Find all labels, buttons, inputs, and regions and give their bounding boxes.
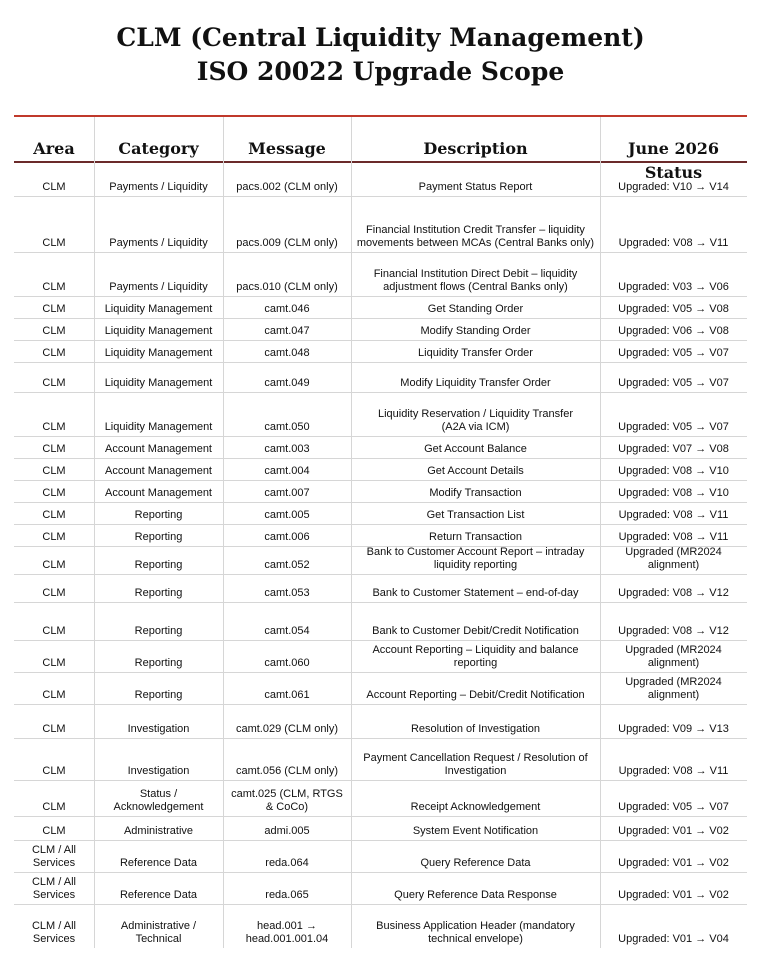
cell-message: camt.025 (CLM, RTGS & CoCo) bbox=[231, 788, 343, 813]
cell-area: CLM / All Services bbox=[31, 920, 76, 945]
cell-description: Bank to Customer Account Report – intraday liquidity reporting bbox=[366, 546, 585, 571]
cell-description: Resolution of Investigation bbox=[410, 723, 541, 735]
cell-category: Account Management bbox=[104, 465, 212, 477]
cell-category: Administrative / Technical bbox=[120, 920, 197, 945]
cell-description: Bank to Customer Debit/Credit Notification bbox=[372, 625, 579, 637]
cell-message: admi.005 bbox=[264, 825, 310, 837]
cell-message: camt.060 bbox=[264, 657, 310, 669]
cell-description: System Event Notification bbox=[412, 825, 539, 837]
cell-area: CLM bbox=[42, 303, 66, 315]
table-row bbox=[14, 602, 747, 640]
cell-status: Upgraded: V01 → V02 bbox=[618, 825, 729, 837]
cell-area: CLM bbox=[42, 723, 66, 735]
cell-area: CLM bbox=[42, 181, 66, 193]
cell-message: camt.047 bbox=[264, 325, 310, 337]
cell-category: Payments / Liquidity bbox=[109, 181, 208, 193]
table-row bbox=[14, 340, 747, 362]
cell-category: Reference Data bbox=[119, 857, 198, 869]
cell-message: pacs.010 (CLM only) bbox=[236, 281, 338, 293]
table-row bbox=[14, 165, 747, 196]
table-row bbox=[14, 904, 747, 948]
cell-category: Liquidity Management bbox=[104, 303, 213, 315]
cell-message: camt.029 (CLM only) bbox=[235, 723, 339, 735]
cell-category: Status / Acknowledgement bbox=[113, 788, 204, 813]
cell-description: Liquidity Transfer Order bbox=[418, 347, 533, 359]
cell-message: pacs.002 (CLM only) bbox=[236, 181, 338, 193]
cell-description: Financial Institution Credit Transfer – liquidity movements between MCAs (Central Banks only) bbox=[356, 224, 595, 249]
cell-message: camt.004 bbox=[264, 465, 310, 477]
table-row bbox=[14, 816, 747, 840]
table-row bbox=[14, 780, 747, 816]
cell-status: Upgraded: V01 → V02 bbox=[618, 889, 729, 901]
cell-area: CLM bbox=[42, 587, 66, 599]
cell-message: camt.052 bbox=[264, 559, 310, 571]
header-rule bbox=[14, 161, 747, 163]
table-row bbox=[14, 458, 747, 480]
table-row bbox=[14, 524, 747, 546]
cell-area: CLM bbox=[42, 443, 66, 455]
cell-message: camt.003 bbox=[264, 443, 310, 455]
cell-description: Get Standing Order bbox=[427, 303, 524, 315]
cell-area: CLM bbox=[42, 801, 66, 813]
table-row bbox=[14, 574, 747, 602]
cell-status: Upgraded: V06 → V08 bbox=[618, 325, 729, 337]
cell-status: Upgraded: V05 → V07 bbox=[618, 801, 729, 813]
cell-description: Return Transaction bbox=[429, 531, 522, 543]
cell-category: Payments / Liquidity bbox=[109, 237, 208, 249]
table-row bbox=[14, 672, 747, 704]
table-row bbox=[14, 252, 747, 296]
cell-area: CLM bbox=[42, 325, 66, 337]
table-row bbox=[14, 640, 747, 672]
cell-status: Upgraded: V08 → V11 bbox=[618, 531, 729, 543]
cell-area: CLM bbox=[42, 625, 66, 637]
cell-area: CLM bbox=[42, 531, 66, 543]
cell-description: Account Reporting – Liquidity and balance reporting bbox=[372, 644, 579, 669]
cell-description: Receipt Acknowledgement bbox=[410, 801, 541, 813]
cell-description: Business Application Header (mandatory technical envelope) bbox=[376, 920, 575, 945]
cell-category: Account Management bbox=[104, 487, 212, 499]
cell-status: Upgraded: V05 → V08 bbox=[618, 303, 729, 315]
cell-message: camt.053 bbox=[264, 587, 310, 599]
cell-description: Modify Liquidity Transfer Order bbox=[400, 377, 551, 389]
cell-description: Account Reporting – Debit/Credit Notification bbox=[366, 689, 585, 701]
cell-message: head.001 → head.001.001.04 bbox=[245, 920, 329, 945]
column-header-description: Description bbox=[423, 139, 528, 158]
title-line-1: CLM (Central Liquidity Management) bbox=[116, 23, 645, 52]
table-row bbox=[14, 704, 747, 738]
cell-category: Account Management bbox=[104, 443, 212, 455]
cell-description: Modify Transaction bbox=[429, 487, 522, 499]
table-top-rule bbox=[14, 115, 747, 117]
column-header-message: Message bbox=[248, 139, 326, 158]
cell-description: Financial Institution Direct Debit – liquidity adjustment flows (Central Banks only) bbox=[373, 268, 578, 293]
column-header-area: Area bbox=[33, 139, 75, 158]
cell-category: Reporting bbox=[134, 625, 183, 637]
cell-category: Investigation bbox=[127, 765, 190, 777]
cell-area: CLM bbox=[42, 559, 66, 571]
cell-description: Get Account Balance bbox=[424, 443, 527, 455]
cell-description: Modify Standing Order bbox=[420, 325, 531, 337]
cell-status: Upgraded: V08 → V11 bbox=[618, 237, 729, 249]
cell-area: CLM bbox=[42, 487, 66, 499]
cell-area: CLM / All Services bbox=[31, 844, 76, 869]
cell-category: Reference Data bbox=[119, 889, 198, 901]
cell-category: Investigation bbox=[127, 723, 190, 735]
column-header-category: Category bbox=[118, 139, 199, 158]
cell-area: CLM bbox=[42, 377, 66, 389]
table-row bbox=[14, 480, 747, 502]
cell-description: Payment Cancellation Request / Resolution of Investigation bbox=[363, 752, 588, 777]
cell-area: CLM bbox=[42, 765, 66, 777]
cell-message: camt.056 (CLM only) bbox=[235, 765, 339, 777]
cell-area: CLM bbox=[42, 509, 66, 521]
cell-category: Reporting bbox=[134, 689, 183, 701]
cell-category: Liquidity Management bbox=[104, 347, 213, 359]
cell-area: CLM bbox=[42, 657, 66, 669]
cell-message: camt.048 bbox=[264, 347, 310, 359]
table-row bbox=[14, 738, 747, 780]
table-row bbox=[14, 502, 747, 524]
cell-category: Reporting bbox=[134, 531, 183, 543]
cell-message: camt.061 bbox=[264, 689, 310, 701]
table-row bbox=[14, 872, 747, 904]
cell-status: Upgraded (MR2024 alignment) bbox=[625, 644, 722, 669]
cell-description: Payment Status Report bbox=[418, 181, 533, 193]
cell-status: Upgraded: V08 → V10 bbox=[618, 465, 729, 477]
cell-message: camt.007 bbox=[264, 487, 310, 499]
cell-category: Liquidity Management bbox=[104, 377, 213, 389]
table-row bbox=[14, 362, 747, 392]
cell-message: reda.064 bbox=[265, 857, 309, 869]
table-row bbox=[14, 546, 747, 574]
cell-message: reda.065 bbox=[265, 889, 309, 901]
column-header-status: June 2026 Status bbox=[627, 139, 720, 182]
cell-area: CLM bbox=[42, 281, 66, 293]
cell-status: Upgraded: V05 → V07 bbox=[618, 377, 729, 389]
cell-area: CLM bbox=[42, 347, 66, 359]
cell-category: Reporting bbox=[134, 587, 183, 599]
cell-description: Query Reference Data bbox=[420, 857, 531, 869]
cell-status: Upgraded: V09 → V13 bbox=[618, 723, 729, 735]
cell-message: camt.054 bbox=[264, 625, 310, 637]
cell-status: Upgraded: V01 → V02 bbox=[618, 857, 729, 869]
cell-description: Query Reference Data Response bbox=[394, 889, 557, 901]
cell-status: Upgraded: V03 → V06 bbox=[618, 281, 729, 293]
cell-message: camt.006 bbox=[264, 531, 310, 543]
cell-status: Upgraded: V07 → V08 bbox=[618, 443, 729, 455]
cell-status: Upgraded: V08 → V11 bbox=[618, 509, 729, 521]
cell-area: CLM bbox=[42, 689, 66, 701]
cell-area: CLM / All Services bbox=[31, 876, 76, 901]
cell-area: CLM bbox=[42, 825, 66, 837]
table-row bbox=[14, 392, 747, 436]
cell-status: Upgraded: V05 → V07 bbox=[618, 347, 729, 359]
cell-message: camt.050 bbox=[264, 421, 310, 433]
cell-message: camt.005 bbox=[264, 509, 310, 521]
cell-status: Upgraded: V08 → V10 bbox=[618, 487, 729, 499]
cell-message: pacs.009 (CLM only) bbox=[236, 237, 338, 249]
cell-area: CLM bbox=[42, 421, 66, 433]
cell-description: Get Transaction List bbox=[426, 509, 525, 521]
title-line-2: ISO 20022 Upgrade Scope bbox=[196, 57, 565, 86]
cell-status: Upgraded: V08 → V11 bbox=[618, 765, 729, 777]
cell-status: Upgraded (MR2024 alignment) bbox=[625, 676, 722, 701]
cell-area: CLM bbox=[42, 237, 66, 249]
cell-status: Upgraded: V08 → V12 bbox=[618, 625, 729, 637]
cell-category: Reporting bbox=[134, 559, 183, 571]
cell-category: Reporting bbox=[134, 657, 183, 669]
cell-message: camt.046 bbox=[264, 303, 310, 315]
cell-category: Liquidity Management bbox=[104, 325, 213, 337]
table-row bbox=[14, 840, 747, 872]
cell-status: Upgraded: V05 → V07 bbox=[618, 421, 729, 433]
cell-area: CLM bbox=[42, 465, 66, 477]
cell-description: Liquidity Reservation / Liquidity Transfer (A2A via ICM) bbox=[377, 408, 574, 433]
table-row bbox=[14, 318, 747, 340]
cell-description: Get Account Details bbox=[427, 465, 524, 477]
cell-description: Bank to Customer Statement – end-of-day bbox=[372, 587, 579, 599]
cell-message: camt.049 bbox=[264, 377, 310, 389]
cell-category: Payments / Liquidity bbox=[109, 281, 208, 293]
cell-category: Reporting bbox=[134, 509, 183, 521]
cell-status: Upgraded (MR2024 alignment) bbox=[625, 546, 722, 571]
cell-status: Upgraded: V08 → V12 bbox=[618, 587, 729, 599]
cell-status: Upgraded: V10 → V14 bbox=[618, 181, 729, 193]
cell-category: Administrative bbox=[123, 825, 194, 837]
cell-category: Liquidity Management bbox=[104, 421, 213, 433]
table-row bbox=[14, 296, 747, 318]
table-row bbox=[14, 436, 747, 458]
table-row bbox=[14, 196, 747, 252]
cell-status: Upgraded: V01 → V04 bbox=[618, 933, 729, 945]
